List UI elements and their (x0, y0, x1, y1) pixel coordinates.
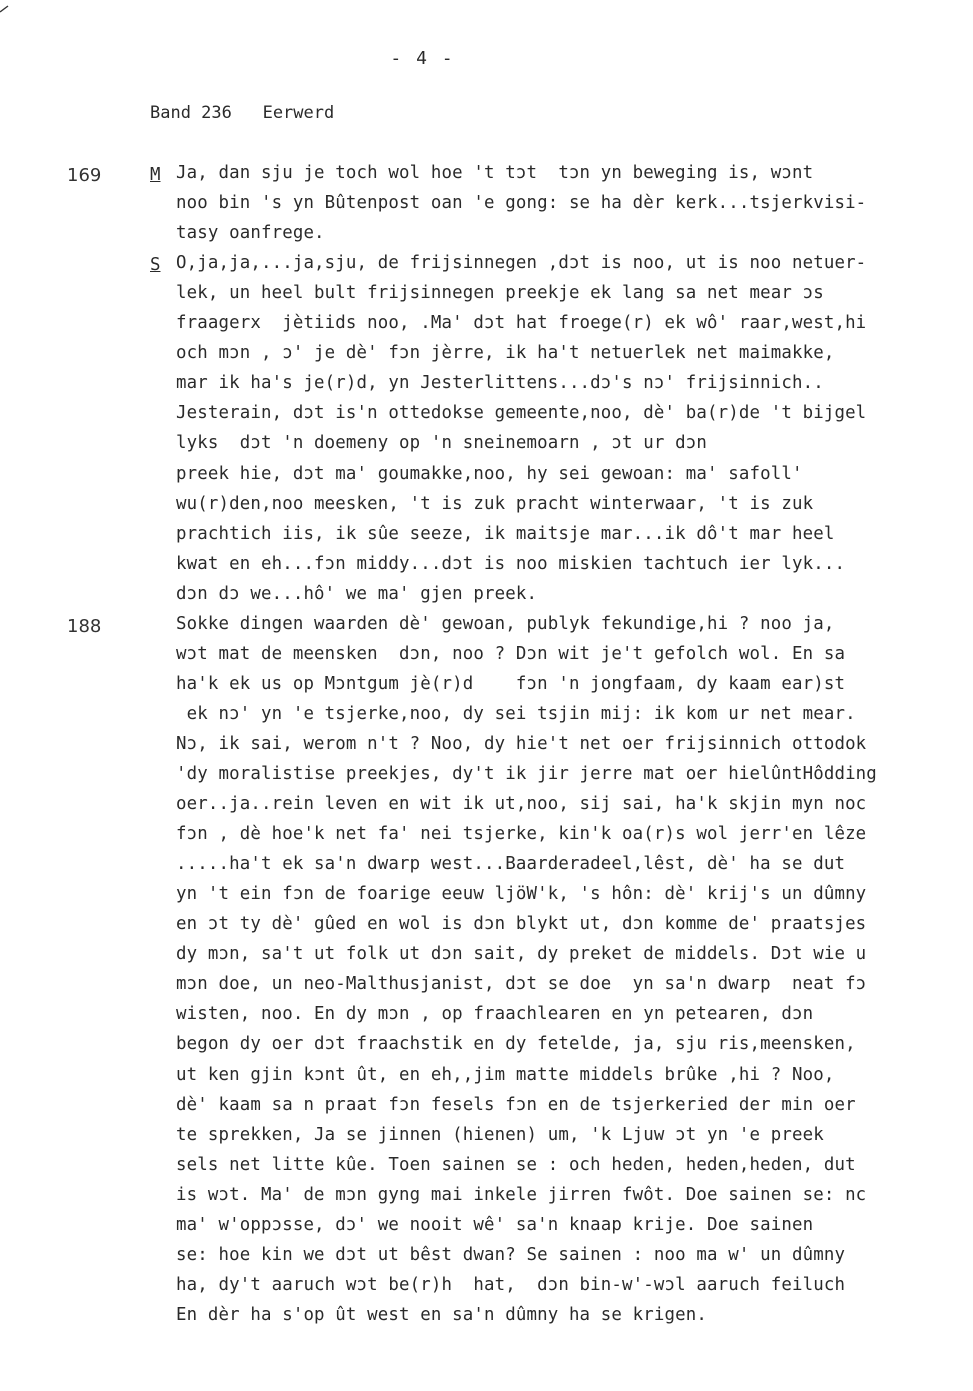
speaker-label: M (150, 165, 161, 185)
transcript-line: sels net litte kûe. Toen sainen se : och heden, heden,heden, dut (176, 1155, 856, 1175)
transcript-line: och mɔn , ɔ' je dè' fɔn jèrre, ik ha't netuerlek net maimakke, (176, 343, 835, 363)
transcript-line: is wɔt. Ma' de mɔn gyng mai inkele jirren fwôt. Doe sainen se: nc (176, 1185, 867, 1205)
transcript-line: yn 't ein fɔn de foarige eeuw ljöW'k, 's hôn: dè' krij's un dûmny (176, 884, 867, 904)
transcript-line: se: hoe kin we dɔt ut bêst dwan? Se sainen : noo ma w' un dûmny (176, 1245, 846, 1265)
margin-line-number: 188 (67, 616, 102, 637)
transcript-line: fɔn , dè hoe'k net fa' nei tsjerke, kin'k oa(r)s wol jerr'en lêze (176, 824, 867, 844)
transcript-line: te sprekken, Ja se jinnen (hienen) um, 'k Ljuw ɔt yn 'e preek (176, 1125, 824, 1145)
transcript-line: ut ken gjin kɔnt ût, en eh,,jim matte middels brûke ,hi ? Noo, (176, 1065, 835, 1085)
transcript-line: dè' kaam sa n praat fɔn fesels fɔn en de tsjerkeried der min oer (176, 1095, 856, 1115)
document-header: Band 236 Eerwerd (150, 103, 335, 123)
transcript-line: Nɔ, ik sai, werom n't ? Noo, dy hie't net oer frijsinnich ottodok (176, 734, 867, 754)
transcript-line: fraagerx jètiids noo, .Ma' dɔt hat froege(r) ek wô' raar,west,hi (176, 313, 867, 333)
transcript-line: ha'k ek us op Mɔntgum jè(r)d fɔn 'n jongfaam, dy kaam ear)st (176, 674, 846, 694)
transcript-line: lek, un heel bult frijsinnegen preekje ek lang sa net mear ɔs (176, 283, 824, 303)
transcript-line: wisten, noo. En dy mɔn , op fraachlearen en yn petearen, dɔn (176, 1004, 814, 1024)
transcript-line: .....ha't ek sa'n dwarp west...Baarderadeel,lêst, dè' ha se dut (176, 854, 846, 874)
transcript-line: Ja, dan sju je toch wol hoe 't tɔt tɔn yn beweging is, wɔnt (176, 163, 814, 183)
transcript-line: wu(r)den,noo meesken, 't is zuk pracht winterwaar, 't is zuk (176, 494, 814, 514)
transcript-line: Sokke dingen waarden dè' gewoan, publyk fekundige,hi ? noo ja, (176, 614, 835, 634)
transcript-line: en ɔt ty dè' gûed en wol is dɔn blykt ut, dɔn komme de' praatsjes (176, 914, 867, 934)
page-number: - 4 - (390, 48, 455, 69)
transcript-line: oer..ja..rein leven en wit ik ut,noo, sij sai, ha'k skjin myn noc (176, 794, 867, 814)
transcript-line: 'dy moralistise preekjes, dy't ik jir jerre mat oer hielûntHôdding (176, 764, 877, 784)
transcript-line: ek nɔ' yn 'e tsjerke,noo, dy sei tsjin mij: ik kom ur net mear. (176, 704, 856, 724)
transcript-line: mar ik ha's je(r)d, yn Jesterlittens...dɔ's nɔ' frijsinnich.. (176, 373, 824, 393)
transcript-line: Jesterain, dɔt is'n ottedokse gemeente,noo, dè' ba(r)de 't bijgel (176, 403, 867, 423)
corner-pen-mark (0, 0, 14, 14)
transcript-line: preek hie, dɔt ma' goumakke,noo, hy sei gewoan: ma' safoll' (176, 464, 803, 484)
transcript-line: mɔn doe, un neo-Malthusjanist, dɔt se doe yn sa'n dwarp neat fɔ (176, 974, 867, 994)
speaker-label: S (150, 255, 161, 275)
transcript-line: O,ja,ja,...ja,sju, de frijsinnegen ,dɔt is noo, ut is noo netuer- (176, 253, 867, 273)
transcript-line: kwat en eh...fɔn middy...dɔt is noo miskien tachtuch ier lyk... (176, 554, 846, 574)
transcript-line: begon dy oer dɔt fraachstik en dy fetelde, ja, sju ris,meensken, (176, 1034, 856, 1054)
transcript-line: lyks dɔt 'n doemeny op 'n sneinemoarn , ɔt ur dɔn (176, 433, 708, 453)
transcript-line: dy mɔn, sa't ut folk ut dɔn sait, dy preket de middels. Dɔt wie u (176, 944, 867, 964)
transcript-line: wɔt mat de meensken dɔn, noo ? Dɔn wit je't gefolch wol. En sa (176, 644, 846, 664)
transcript-line: En dèr ha s'op ût west en sa'n dûmny ha se krigen. (176, 1305, 708, 1325)
transcript-line: dɔn dɔ we...hô' we ma' gjen preek. (176, 584, 538, 604)
transcript-line: prachtich iis, ik sûe seeze, ik maitsje mar...ik dô't mar heel (176, 524, 835, 544)
transcript-line: ha, dy't aaruch wɔt be(r)h hat, dɔn bin-w'-wɔl aaruch feiluch (176, 1275, 846, 1295)
transcript-line: tasy oanfrege. (176, 223, 325, 243)
transcript-line: noo bin 's yn Bûtenpost oan 'e gong: se ha dèr kerk...tsjerkvisi- (176, 193, 867, 213)
margin-line-number: 169 (67, 165, 102, 186)
transcript-line: ma' w'oppɔsse, dɔ' we nooit wê' sa'n knaap krije. Doe sainen (176, 1215, 814, 1235)
